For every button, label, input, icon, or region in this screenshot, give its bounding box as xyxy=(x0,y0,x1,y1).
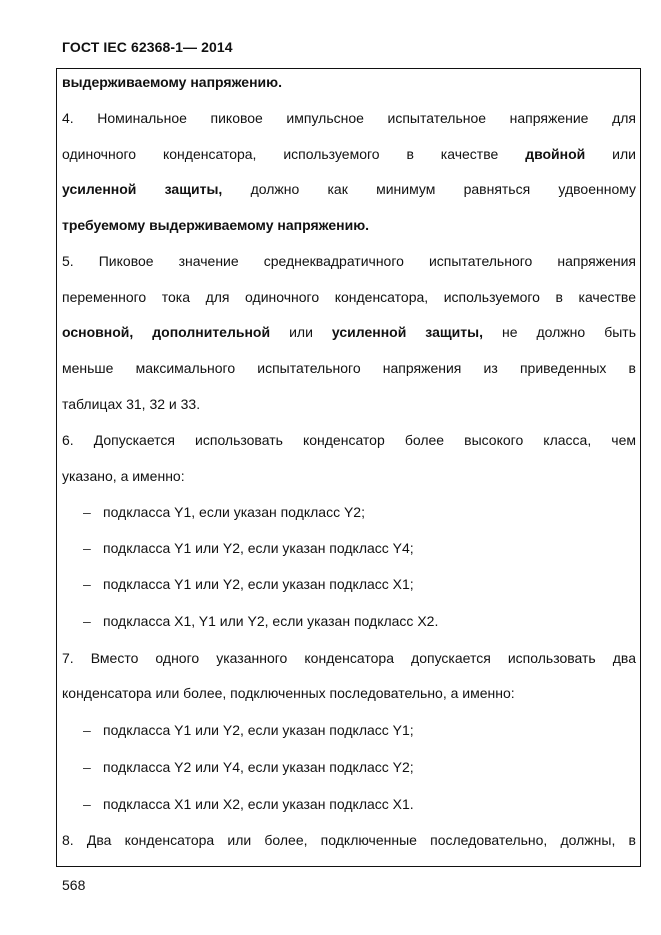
text-line: 4. Номинальное пиковое импульсное испытательное напряжение для xyxy=(62,110,636,126)
text-line: 7. Вместо одного указанного конденсатора допускается использовать два xyxy=(62,650,636,666)
dash-bullet-icon: – xyxy=(83,504,91,520)
text-line: основной, дополнительной или усиленной защиты, не должно быть xyxy=(62,324,636,340)
dash-bullet-icon: – xyxy=(83,796,91,812)
document-header: ГОСТ IEC 62368-1— 2014 xyxy=(62,39,233,55)
dash-bullet-icon: – xyxy=(83,576,91,592)
dash-bullet-icon: – xyxy=(83,613,91,629)
text-line: указано, а именно: xyxy=(62,468,185,484)
text-line: усиленной защиты, должно как минимум равняться удвоенному xyxy=(62,181,637,197)
text-line: одиночного конденсатора, используемого в качестве двойной или xyxy=(62,146,636,162)
text-line: меньше максимального испытательного напряжения из приведенных в xyxy=(62,360,636,376)
dash-bullet-icon: – xyxy=(83,722,91,738)
text-line: требуемому выдерживаемому напряжению. xyxy=(62,217,370,233)
text-line: выдерживаемому напряжению. xyxy=(62,74,283,90)
text-line: 5. Пиковое значение среднеквадратичного испытательного напряжения xyxy=(62,253,636,269)
page-number: 568 xyxy=(62,877,86,893)
dash-bullet-icon: – xyxy=(83,540,91,556)
text-line: переменного тока для одиночного конденсатора, используемого в качестве xyxy=(62,289,636,305)
text-line: 6. Допускается использовать конденсатор более высокого класса, чем xyxy=(62,432,636,448)
text-line: 8. Два конденсатора или более, подключенные последовательно, должны, в xyxy=(62,832,636,848)
text-line: таблицах 31, 32 и 33. xyxy=(62,396,201,412)
dash-bullet-icon: – xyxy=(83,759,91,775)
text-line: конденсатора или более, подключенных последовательно, а именно: xyxy=(62,685,515,701)
